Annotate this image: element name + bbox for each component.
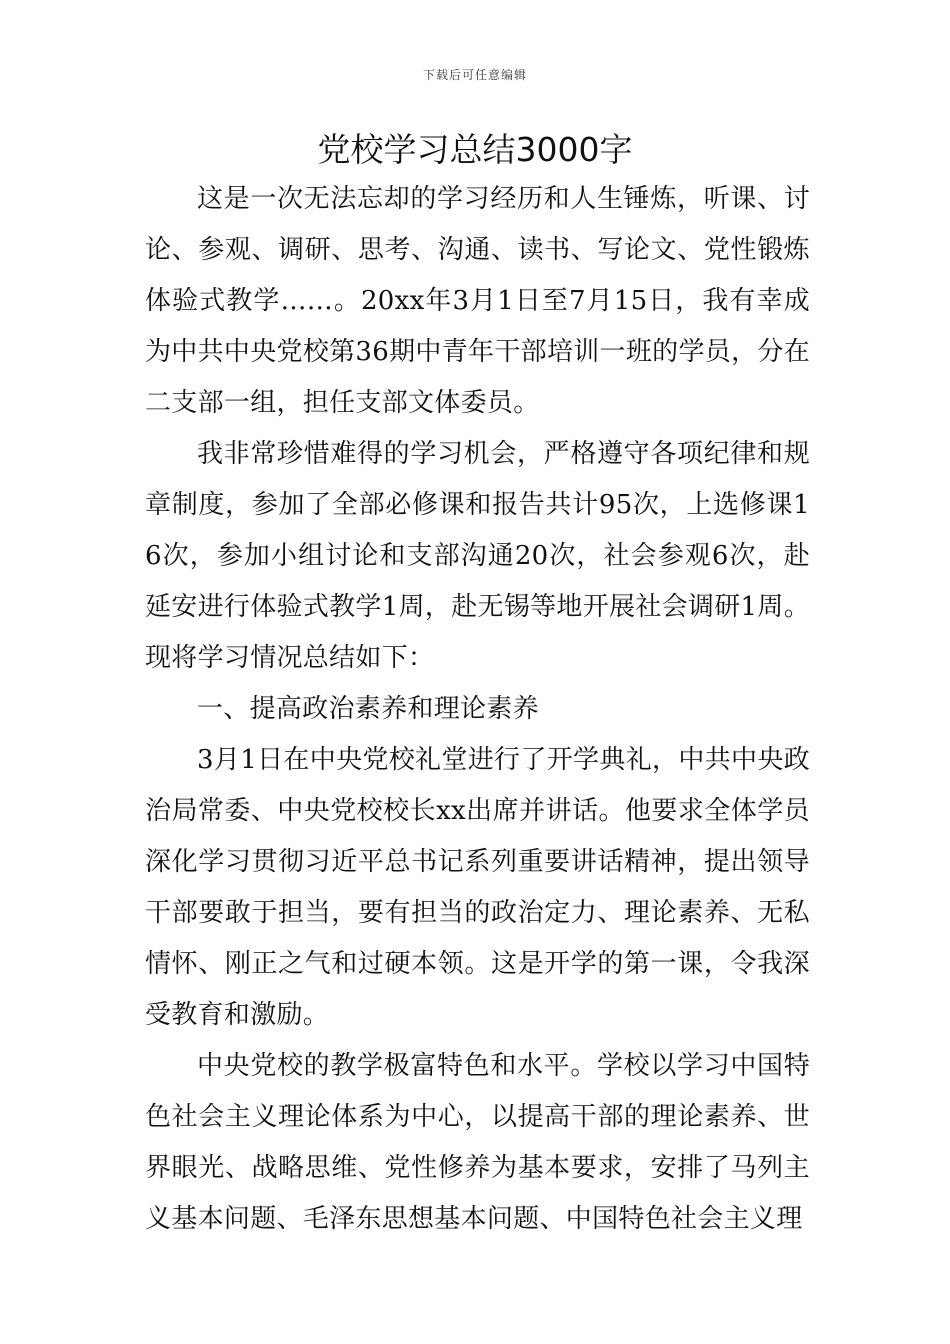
section-heading-1: 一、提高政治素养和理论素养 — [197, 694, 539, 724]
paragraph-attendance: 我非常珍惜难得的学习机会，严格遵守各项纪律和规章制度，参加了全部必修课和报告共计95次，上选修课16次，参加小组讨论和支部沟通20次，社会参观6次，赴延安进行体验式教学1周，赴无锡等地开展社会调研1周。现将学习情况总结如下： — [145, 439, 810, 673]
paragraph-intro: 这是一次无法忘却的学习经历和人生锤炼，听课、讨论、参观、调研、思考、沟通、读书、写论文、党性锻炼体验式教学……。20xx年3月1日至7月15日，我有幸成为中共中央党校第36期中青年干部培训一班的学员，分在二支部一组，担任支部文体委员。 — [145, 184, 810, 418]
paragraph-opening-ceremony: 3月1日在中央党校礼堂进行了开学典礼，中共中央政治局常委、中央党校校长xx出席并讲话。他要求全体学员深化学习贯彻习近平总书记系列重要讲话精神，提出领导干部要敢于担当，要有担当的政治定力、理论素养、无私情怀、刚正之气和过硬本领。这是开学的第一课，令我深受教育和激励。 — [145, 745, 810, 1030]
document-title: 党校学习总结3000字 — [317, 130, 633, 169]
paragraph-teaching: 中央党校的教学极富特色和水平。学校以学习中国特色社会主义理论体系为中心，以提高干部的理论素养、世界眼光、战略思维、党性修养为基本要求，安排了马列主义基本问题、毛泽东思想基本问题、中国特色社会主义理 — [145, 1051, 810, 1234]
document-body — [145, 174, 810, 1245]
header-note: 下载后可任意编辑 — [422, 68, 527, 82]
